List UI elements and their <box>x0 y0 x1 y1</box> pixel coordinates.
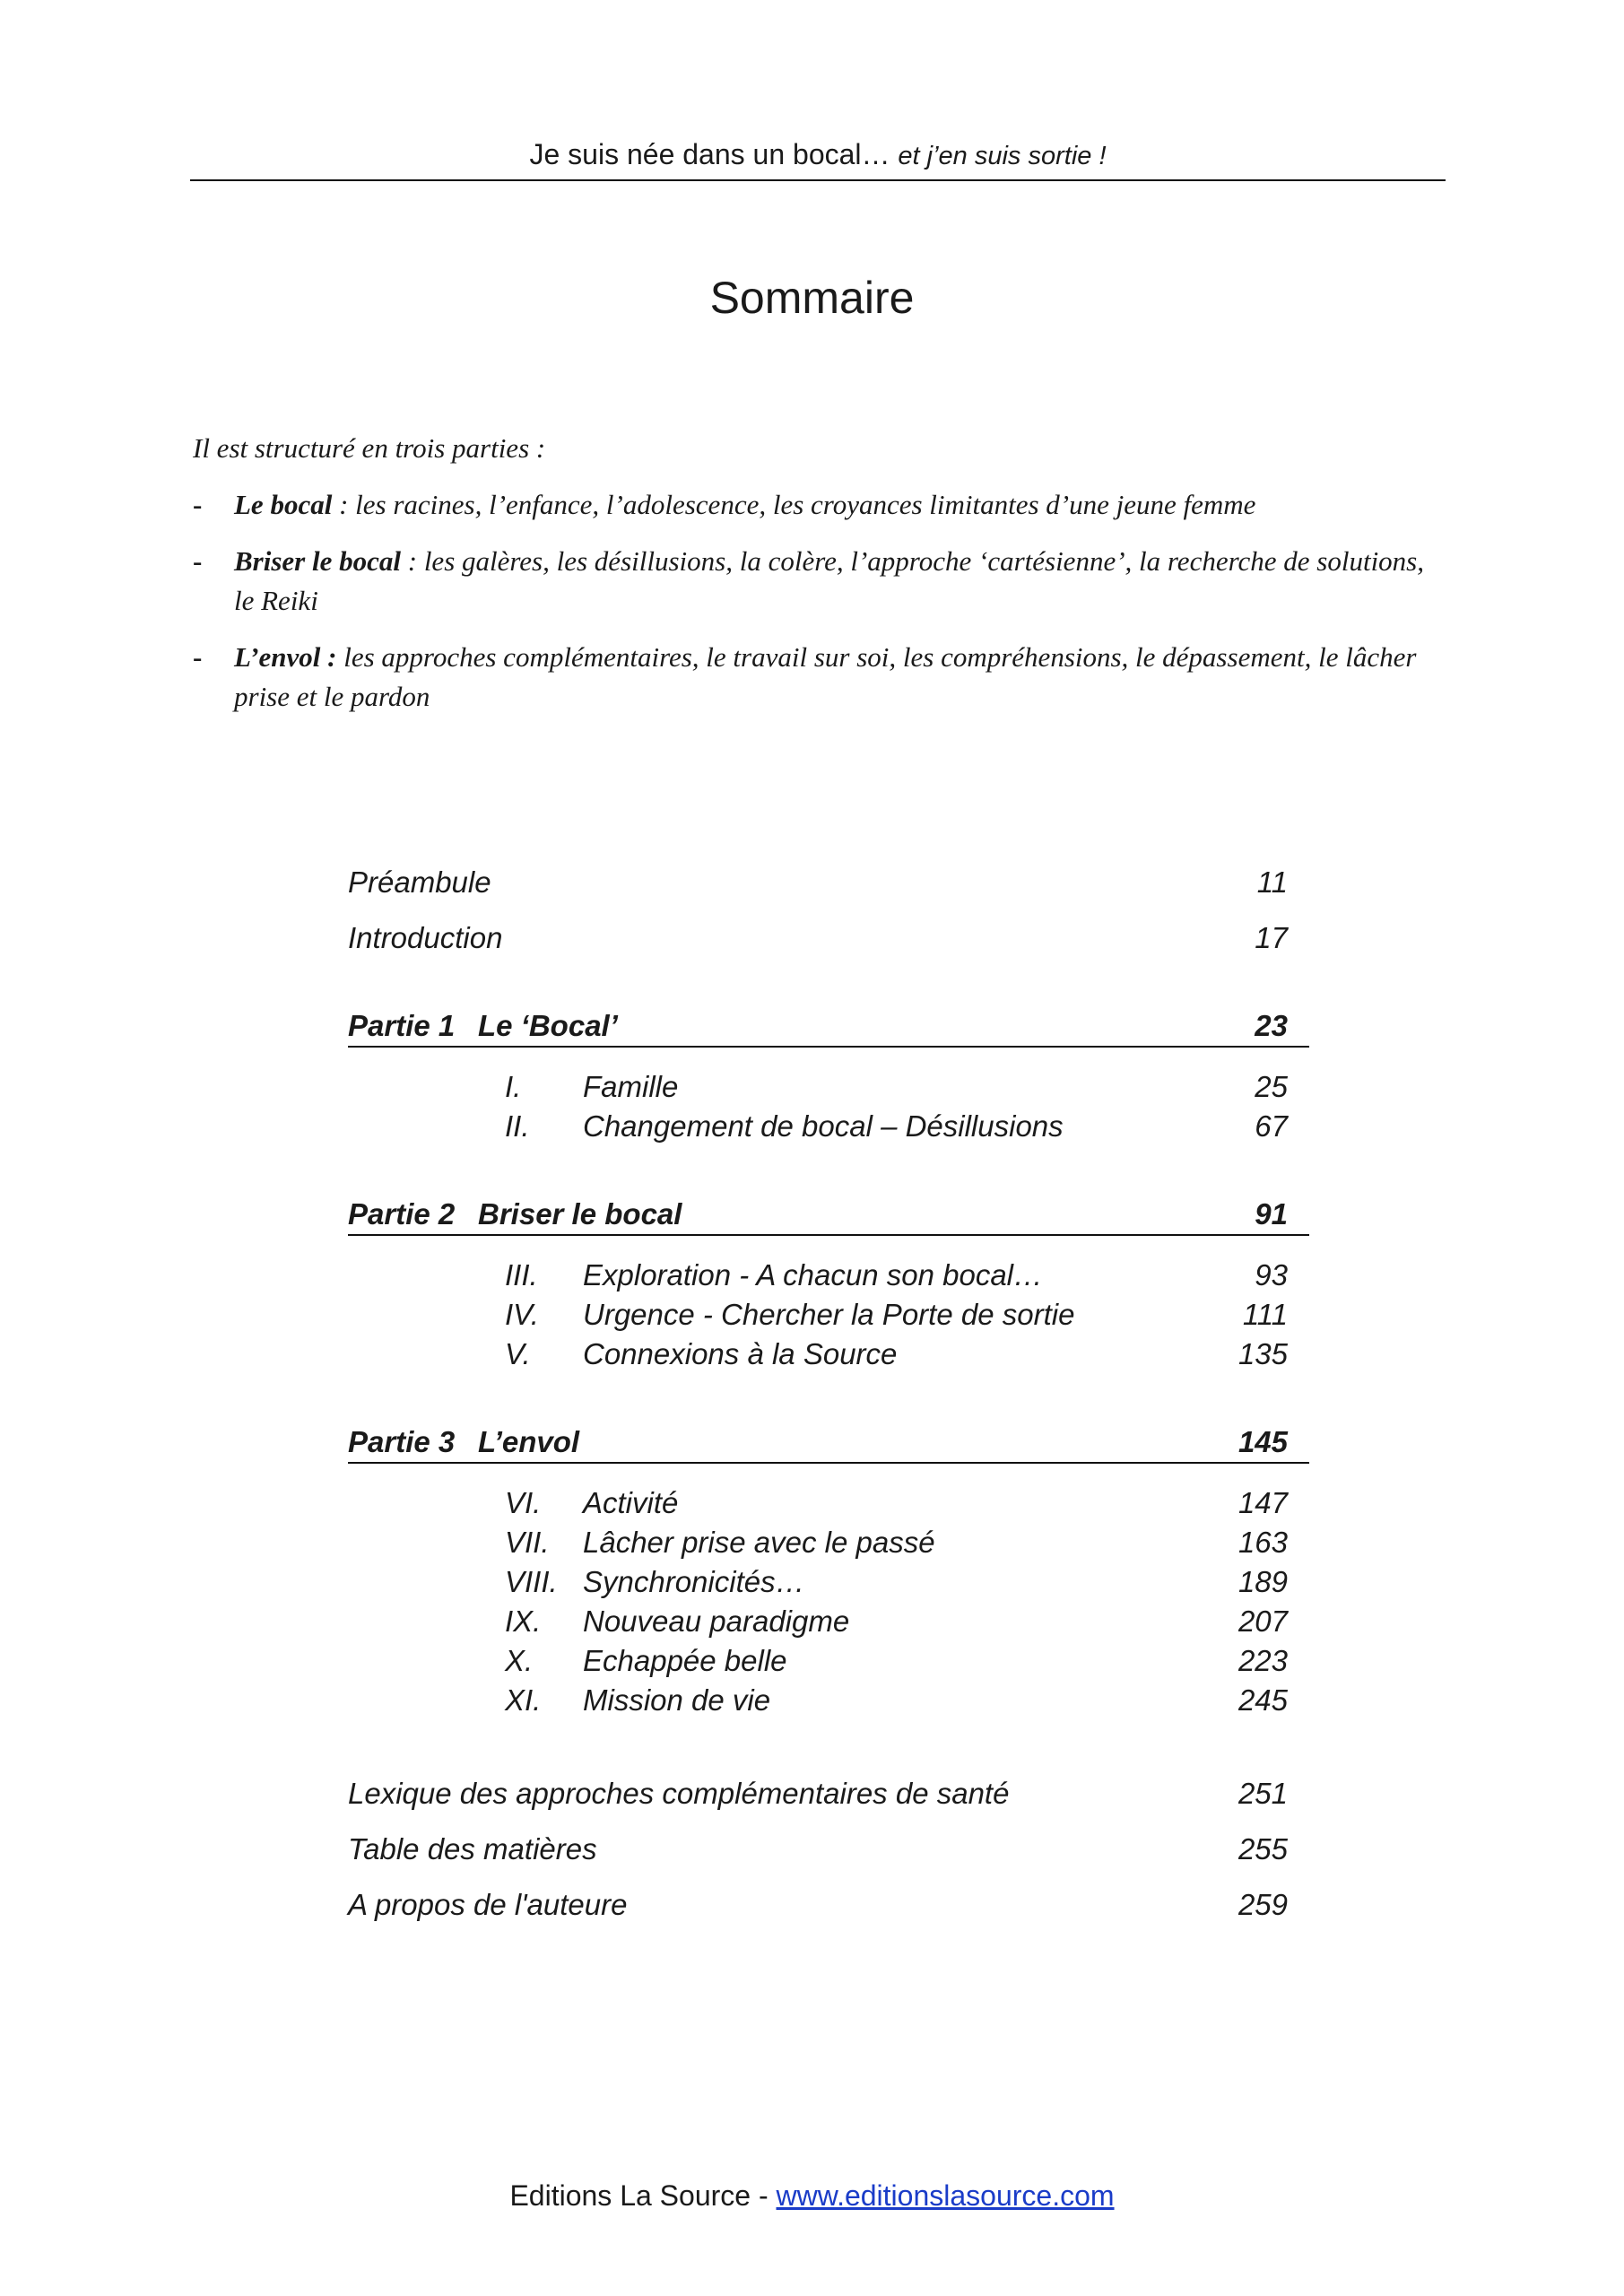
toc-chapter-roman: III. <box>505 1258 538 1292</box>
toc-chapter-title: Nouveau paradigme <box>583 1605 850 1638</box>
toc-chapter-page: 67 <box>1255 1109 1288 1143</box>
toc-chapter-title: Lâcher prise avec le passé <box>583 1526 935 1559</box>
toc-chapter-roman: I. <box>505 1070 522 1103</box>
toc-entry-page: 11 <box>1256 865 1288 899</box>
toc-part-title: Briser le bocal <box>478 1197 682 1231</box>
toc-chapter-title: Activité <box>583 1486 679 1519</box>
toc-chapter <box>348 1107 1309 1146</box>
toc-entry-introduction <box>348 918 1309 958</box>
toc-chapter-title: Famille <box>583 1070 679 1103</box>
footer-publisher: Editions La Source - <box>509 2179 777 2212</box>
bullet-dash: - <box>193 489 203 520</box>
toc-chapter-page: 111 <box>1242 1298 1288 1331</box>
toc-part-number: Partie 2 <box>348 1197 456 1231</box>
toc-chapter-page: 135 <box>1238 1337 1288 1370</box>
toc-part-page: 145 <box>1238 1425 1288 1458</box>
intro-item-text: : les racines, l’enfance, l’adolescence, les croyances limitantes d’une jeune femme <box>332 489 1256 520</box>
intro-item-briser <box>193 542 1448 621</box>
table-of-contents <box>348 863 1309 1925</box>
toc-chapter-roman: VIII. <box>505 1565 558 1598</box>
toc-entry-title: Introduction <box>348 921 503 954</box>
toc-chapter <box>348 1295 1309 1335</box>
toc-chapter-page: 245 <box>1238 1683 1288 1717</box>
toc-entry-page: 251 <box>1238 1777 1288 1810</box>
toc-chapter-title: Urgence - Chercher la Porte de sortie <box>583 1298 1075 1331</box>
toc-chapter-title: Connexions à la Source <box>583 1337 898 1370</box>
toc-part-page: 23 <box>1255 1009 1288 1042</box>
toc-chapter-title: Synchronicités… <box>583 1565 805 1598</box>
toc-entry-lexique <box>348 1774 1309 1813</box>
running-header-title: Je suis née dans un bocal… <box>529 138 890 170</box>
toc-chapter <box>348 1681 1309 1720</box>
intro-lead: Il est structuré en trois parties : <box>193 432 546 464</box>
toc-chapter-roman: V. <box>505 1337 531 1370</box>
toc-chapter-roman: VII. <box>505 1526 550 1559</box>
toc-chapter <box>348 1335 1309 1374</box>
toc-part-page: 91 <box>1255 1197 1288 1231</box>
toc-part-title: L’envol <box>478 1425 580 1458</box>
toc-chapter <box>348 1641 1309 1681</box>
toc-chapter-page: 207 <box>1238 1605 1288 1638</box>
intro-list <box>193 485 1448 717</box>
intro-item-title: L’envol : <box>234 641 337 673</box>
intro-item-envol <box>193 638 1448 717</box>
toc-chapter-roman: IX. <box>505 1605 542 1638</box>
toc-chapter-roman: IV. <box>505 1298 539 1331</box>
toc-part-title: Le ‘Bocal’ <box>478 1009 618 1042</box>
toc-chapter <box>348 1256 1309 1295</box>
toc-chapter-page: 189 <box>1238 1565 1288 1598</box>
toc-part-number: Partie 3 <box>348 1425 456 1458</box>
toc-chapter-page: 93 <box>1255 1258 1288 1292</box>
toc-chapter-title: Changement de bocal – Désillusions <box>583 1109 1064 1143</box>
toc-entry-preambule <box>348 863 1309 902</box>
toc-part-number: Partie 1 <box>348 1009 456 1042</box>
toc-part-2 <box>348 1195 1309 1236</box>
toc-entry-title: Table des matières <box>348 1832 597 1866</box>
intro-item-title: Le bocal <box>234 489 333 520</box>
toc-entry-title: Préambule <box>348 865 491 899</box>
intro-item-text: : les galères, les désillusions, la colère, l’approche ‘cartésienne’, la recherche de solutions, le Reiki <box>234 545 1424 616</box>
toc-entry-title: Lexique des approches complémentaires de santé <box>348 1777 1010 1810</box>
toc-chapter-page: 147 <box>1238 1486 1288 1519</box>
toc-chapter-page: 163 <box>1238 1526 1288 1559</box>
toc-entry-a-propos <box>348 1885 1309 1925</box>
intro-item-text: les approches complémentaires, le travail sur soi, les compréhensions, le dépassement, le lâcher prise et le pardon <box>234 641 1417 712</box>
toc-chapter-title: Exploration - A chacun son bocal… <box>583 1258 1043 1292</box>
toc-chapter <box>348 1602 1309 1641</box>
toc-chapter-roman: II. <box>505 1109 530 1143</box>
toc-chapter <box>348 1562 1309 1602</box>
running-header <box>190 135 1446 176</box>
toc-entry-page: 259 <box>1238 1888 1288 1921</box>
toc-chapter <box>348 1483 1309 1523</box>
toc-entry-table-des-matieres <box>348 1830 1309 1869</box>
toc-chapter-roman: XI. <box>505 1683 542 1717</box>
page-footer <box>0 2176 1624 2215</box>
toc-chapter-roman: VI. <box>505 1486 542 1519</box>
intro-item-title: Briser le bocal <box>234 545 401 577</box>
bullet-dash: - <box>193 545 203 577</box>
footer-website-link[interactable]: www.editionslasource.com <box>776 2179 1115 2212</box>
toc-entry-title: A propos de l'auteure <box>348 1888 628 1921</box>
header-rule <box>190 179 1446 181</box>
toc-chapter-page: 223 <box>1238 1644 1288 1677</box>
running-header-subtitle: et j’en suis sortie ! <box>898 142 1107 170</box>
toc-chapter <box>348 1067 1309 1107</box>
toc-chapter-title: Echappée belle <box>583 1644 787 1677</box>
toc-chapter-roman: X. <box>505 1644 534 1677</box>
toc-chapter <box>348 1523 1309 1562</box>
toc-part-1 <box>348 1006 1309 1048</box>
intro-item-bocal <box>193 485 1448 525</box>
toc-entry-page: 17 <box>1255 921 1288 954</box>
toc-chapter-page: 25 <box>1255 1070 1288 1103</box>
intro-section <box>193 429 1448 734</box>
toc-chapter-title: Mission de vie <box>583 1683 771 1717</box>
bullet-dash: - <box>193 641 203 673</box>
toc-entry-page: 255 <box>1238 1832 1288 1866</box>
page-title: Sommaire <box>709 273 915 323</box>
toc-part-3 <box>348 1422 1309 1464</box>
